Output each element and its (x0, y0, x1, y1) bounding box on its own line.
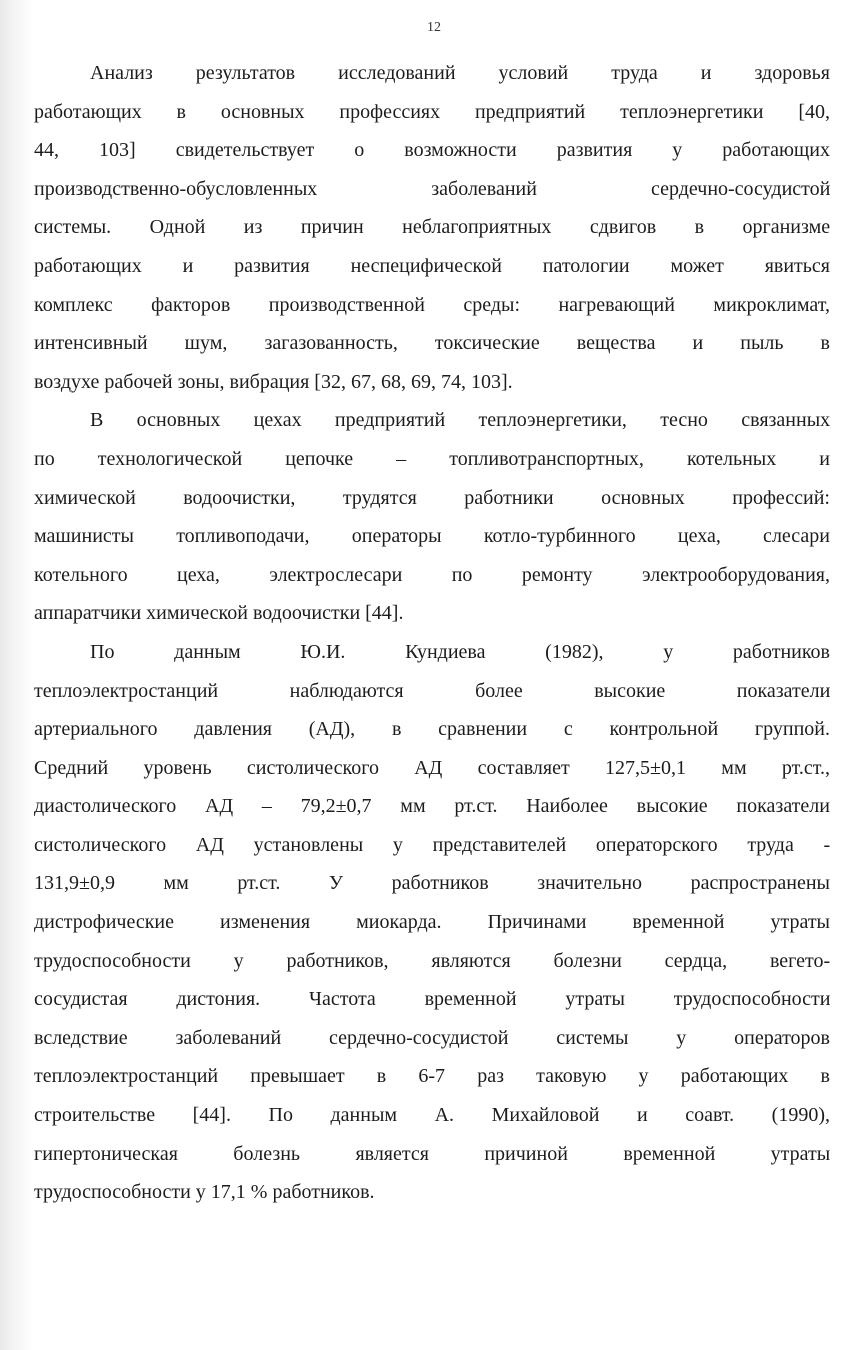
text-line: гипертоническая болезнь является причиной временной утраты (34, 1142, 831, 1165)
text-line: сосудистая дистония. Частота временной утраты трудоспособности (34, 988, 831, 1011)
text-line: Анализ результатов исследований условий труда и здоровья (90, 62, 830, 84)
text-line: диастолического АД – 79,2±0,7 мм рт.ст. Наиболее высокие показатели (34, 795, 830, 818)
text-line: интенсивный шум, загазованность, токсические вещества и пыль в (34, 332, 830, 355)
text-line: 131,9±0,9 мм рт.ст. У работников значительно распространены (34, 872, 830, 895)
text-line: В основных цехах предприятий теплоэнергетики, тесно связанных (90, 409, 831, 432)
text-line: дистрофические изменения миокарда. Причинами временной утраты (34, 911, 830, 934)
text-line: вследствие заболеваний сердечно-сосудистой системы у операторов (34, 1026, 830, 1049)
text-line: трудоспособности у работников, являются болезни сердца, вегето- (34, 949, 831, 972)
text-line: работающих и развития неспецифической патологии может явиться (34, 254, 830, 277)
text-line: По данным Ю.И. Кундиева (1982), у работников (90, 640, 830, 663)
text-line: Средний уровень систолического АД составляет 127,5±0,1 мм рт.ст., (34, 756, 830, 779)
text-line: машинисты топливоподачи, операторы котло-турбинного цеха, слесари (34, 525, 830, 548)
page-number: 12 (427, 20, 441, 35)
paragraph (34, 401, 830, 633)
text-line: систолического АД установлены у представителей операторского труда - (34, 833, 831, 856)
text-line: воздухе рабочей зоны, вибрация [32, 67, 68, 69, 74, 103]. (34, 370, 513, 393)
text-line: аппаратчики химической водоочистки [44]. (34, 602, 404, 625)
text-line: производственно-обусловленных заболеваний сердечно-сосудистой (34, 177, 831, 200)
text-line: теплоэлектростанций превышает в 6-7 раз таковую у работающих в (34, 1065, 830, 1088)
text-line: котельного цеха, электрослесари по ремонту электрооборудования, (34, 563, 830, 586)
paragraph (34, 633, 830, 1212)
text-line: трудоспособности у 17,1 % работников. (34, 1181, 375, 1204)
text-line: работающих в основных профессиях предприятий теплоэнергетики [40, (34, 100, 830, 123)
text-line: строительстве [44]. По данным А. Михайловой и соавт. (1990), (34, 1104, 830, 1127)
text-body (34, 54, 830, 1212)
text-line: химической водоочистки, трудятся работники основных профессий: (34, 486, 830, 509)
text-line: 44, 103] свидетельствует о возможности развития у работающих (34, 139, 830, 162)
text-line: по технологической цепочке – топливотранспортных, котельных и (34, 447, 830, 470)
text-line: системы. Одной из причин неблагоприятных сдвигов в организме (34, 216, 831, 239)
text-line: артериального давления (АД), в сравнении с контрольной группой. (34, 718, 830, 741)
scan-edge-shadow (0, 0, 34, 1350)
text-line: теплоэлектростанций наблюдаются более высокие показатели (34, 679, 831, 702)
text-line: комплекс факторов производственной среды: нагревающий микроклимат, (34, 293, 830, 316)
paragraph (34, 54, 830, 401)
